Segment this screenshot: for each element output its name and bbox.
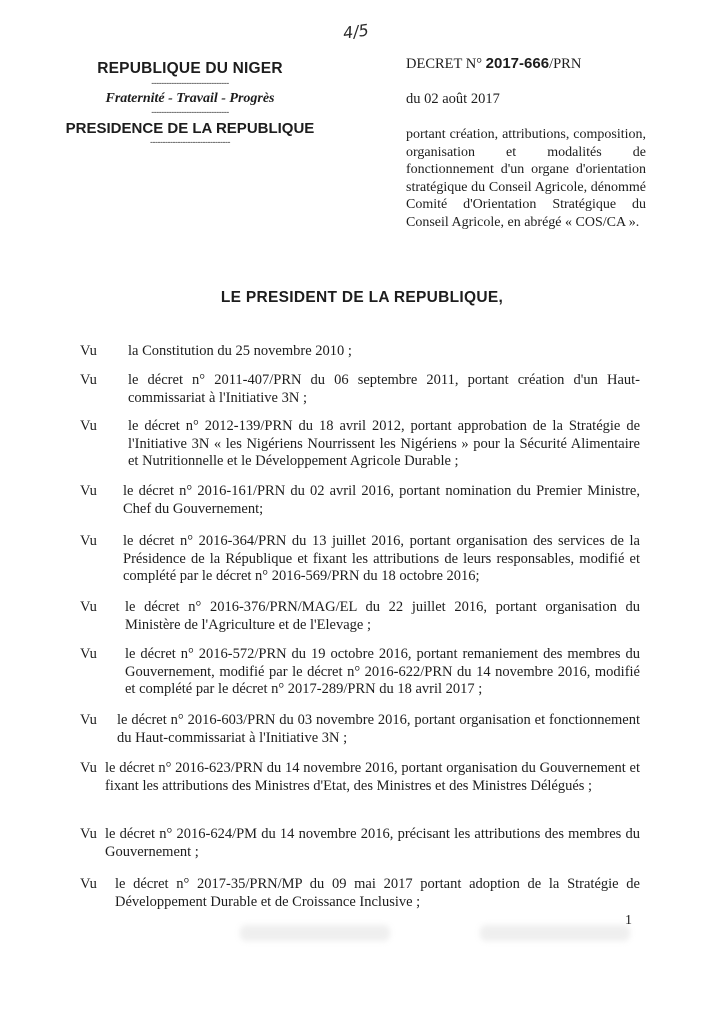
document-title: LE PRESIDENT DE LA REPUBLIQUE, bbox=[220, 289, 504, 306]
decree-reference bbox=[406, 55, 646, 73]
presidency-name: PRESIDENCE DE LA REPUBLIQUE bbox=[65, 120, 315, 137]
page-number: 1 bbox=[625, 913, 632, 928]
vu-label: Vu bbox=[80, 418, 97, 434]
vu-text: le décret n° 2012-139/PRN du 18 avril 2012, portant approbation de la Stratégie de l'Initiative 3N « les Nigériens Nourrissent les Nigériens » pour la Sécurité Alimentaire et Nutritionnelle et le Développement Agricole Durable ; bbox=[128, 418, 640, 469]
vu-label: Vu bbox=[80, 876, 97, 892]
vu-text: le décret n° 2017-35/PRN/MP du 09 mai 2017 portant adoption de la Stratégie de Développement Durable et de Croissance Inclusive ; bbox=[115, 876, 640, 910]
vu-text: le décret n° 2016-624/PM du 14 novembre 2016, précisant les attributions des membres du Gouvernement ; bbox=[105, 826, 640, 860]
separator: -------------------------------- bbox=[150, 137, 230, 147]
vu-text: le décret n° 2016-623/PRN du 14 novembre 2016, portant organisation du Gouvernement et fixant les attributions des Ministres d'Etat, des Ministres et des Ministres Délégués ; bbox=[105, 760, 640, 794]
vu-text: la Constitution du 25 novembre 2010 ; bbox=[128, 343, 352, 359]
vu-label: Vu bbox=[80, 483, 97, 499]
vu-label: Vu bbox=[80, 372, 97, 388]
decree-suffix: /PRN bbox=[549, 56, 582, 72]
separator: ------------------------------- bbox=[151, 78, 229, 88]
vu-text: le décret n° 2011-407/PRN du 06 septembre 2011, portant création d'un Haut-commissariat à l'Initiative 3N ; bbox=[128, 372, 640, 406]
decree-header bbox=[406, 55, 646, 231]
vu-label: Vu bbox=[80, 533, 97, 549]
vu-text: le décret n° 2016-572/PRN du 19 octobre 2016, portant remaniement des membres du Gouvernement, modifié par le décret n° 2016-622/PRN du 14 novembre 2016, modifié et complété par le décret n° 2017-289/PRN du 18 avril 2017 ; bbox=[125, 646, 640, 697]
country-name: REPUBLIQUE DU NIGER bbox=[97, 60, 283, 77]
vu-label: Vu bbox=[80, 646, 97, 662]
vu-label: Vu bbox=[80, 826, 97, 842]
vu-text: le décret n° 2016-376/PRN/MAG/EL du 22 juillet 2016, portant organisation du Ministère de l'Agriculture et de l'Elevage ; bbox=[125, 599, 640, 633]
vu-label: Vu bbox=[80, 712, 97, 728]
handwritten-annotation: 4/5 bbox=[341, 20, 370, 43]
decree-date: du 02 août 2017 bbox=[406, 91, 500, 107]
scan-smudge bbox=[240, 925, 390, 941]
separator: ------------------------------- bbox=[151, 107, 229, 117]
vu-text: le décret n° 2016-161/PRN du 02 avril 2016, portant nomination du Premier Ministre, Chef du Gouvernement; bbox=[123, 483, 640, 517]
national-motto: Fraternité - Travail - Progrès bbox=[105, 91, 275, 106]
vu-label: Vu bbox=[80, 599, 97, 615]
decree-prefix: DECRET N° bbox=[406, 56, 483, 72]
vu-text: le décret n° 2016-364/PRN du 13 juillet 2016, portant organisation des services de la Présidence de la République et fixant les attributions de leurs responsables, modifié et complété par le décret n° 2016-569/PRN du 18 octobre 2016; bbox=[123, 533, 640, 584]
decree-number: 2017-666 bbox=[485, 55, 550, 72]
scan-smudge bbox=[480, 925, 630, 941]
vu-label: Vu bbox=[80, 343, 97, 359]
issuer-header bbox=[60, 60, 320, 148]
vu-label: Vu bbox=[80, 760, 97, 776]
vu-text: le décret n° 2016-603/PRN du 03 novembre 2016, portant organisation et fonctionnement du Haut-commissariat à l'Initiative 3N ; bbox=[117, 712, 640, 746]
decree-subject: portant création, attributions, composition, organisation et modalités de fonctionnement d'un organe d'orientation stratégique du Conseil Agricole, dénommé Comité d'Orientation Stratégique du Conseil Agricole, en abrégé « COS/CA ». bbox=[406, 127, 646, 230]
